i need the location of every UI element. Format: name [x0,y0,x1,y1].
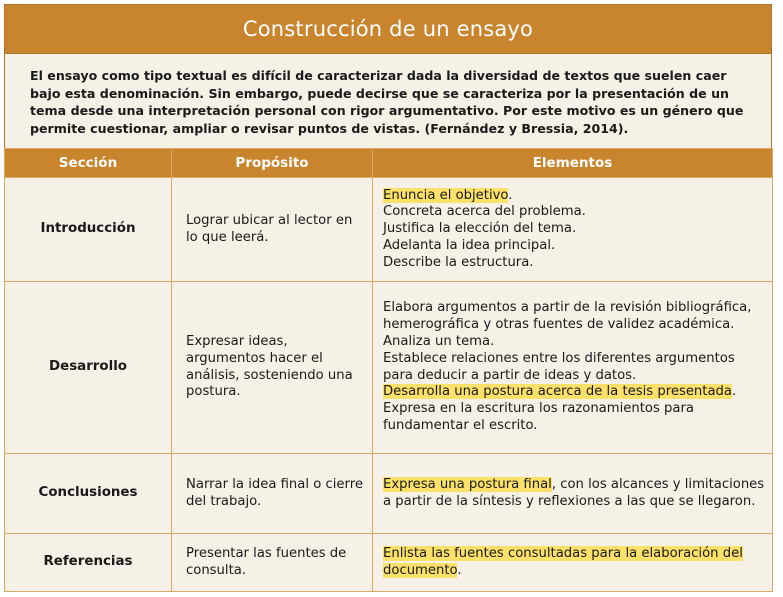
section-name: Introducción [5,178,172,282]
element-text: . [457,562,462,578]
element-item [383,401,766,435]
table-row [5,454,773,534]
element-text: Expresa en la escritura los razonamientos para fundamentar el escrito. [383,401,695,433]
section-purpose: Lograr ubicar al lector en lo que leerá. [172,178,373,282]
element-text: Adelanta la idea principal. [383,237,556,253]
element-item [383,300,766,334]
highlighted-text: Desarrolla una postura acerca de la tesis presentada [383,384,732,400]
element-text: Describe la estructura. [383,254,534,270]
header-seccion: Sección [5,149,172,178]
element-text: , con los alcances y limitaciones a partir de la síntesis y reflexiones a las que se llegaron. [383,476,765,509]
section-purpose: Narrar la idea final o cierre del trabajo. [172,454,373,534]
element-item [383,238,766,255]
title-bar [5,5,771,54]
element-item [383,255,766,272]
element-text: Concreta acerca del problema. [383,204,586,220]
element-text: . [508,187,513,203]
element-item [383,351,766,385]
infographic-card [4,4,772,592]
section-purpose: Expresar ideas, argumentos hacer el análisis, sosteniendo una postura. [172,282,373,454]
table-row [5,534,773,592]
page-title: Construcción de un ensayo [242,17,534,41]
element-item [383,221,766,238]
element-item [383,477,766,511]
element-text: . [732,384,737,400]
section-elements [373,534,773,592]
element-text: Justifica la elección del tema. [383,221,577,237]
section-name: Desarrollo [5,282,172,454]
element-text: Establece relaciones entre los diferentes argumentos para deducir a partir de ideas y datos. [383,350,735,383]
highlighted-text: Enuncia el objetivo [383,187,509,203]
header-elementos: Elementos [373,149,773,178]
element-text: Elabora argumentos a partir de la revisión bibliográfica, hemerográfica y otras fuentes de validez académica. [383,300,752,333]
table-row [5,178,773,282]
element-text: Analiza un tema. [383,333,495,349]
section-elements [373,178,773,282]
essay-structure-table [4,148,773,592]
table-header-row [5,149,773,178]
intro-paragraph: El ensayo como tipo textual es difícil de caracterizar dada la diversidad de textos que suelen caer bajo esta denominación. Sin embargo, puede decirse que se caracteriza por la presentación de un tema desde una interpretación personal con rigor argumentativo. Por este motivo es un género que permite cuestionar, ampliar o revisar puntos de vistas. (Fernández y Bressia, 2014). [30,68,744,136]
element-item [383,546,766,580]
header-proposito: Propósito [172,149,373,178]
highlighted-text: Enlista las fuentes consultadas para la elaboración del documento [383,545,743,578]
element-item [383,188,766,205]
table-row [5,282,773,454]
section-elements [373,282,773,454]
element-item [383,204,766,221]
section-elements [373,454,773,534]
highlighted-text: Expresa una postura final [383,476,552,492]
section-name: Conclusiones [5,454,172,534]
element-item [383,334,766,351]
section-name: Referencias [5,534,172,592]
section-purpose: Presentar las fuentes de consulta. [172,534,373,592]
element-item [383,384,766,401]
